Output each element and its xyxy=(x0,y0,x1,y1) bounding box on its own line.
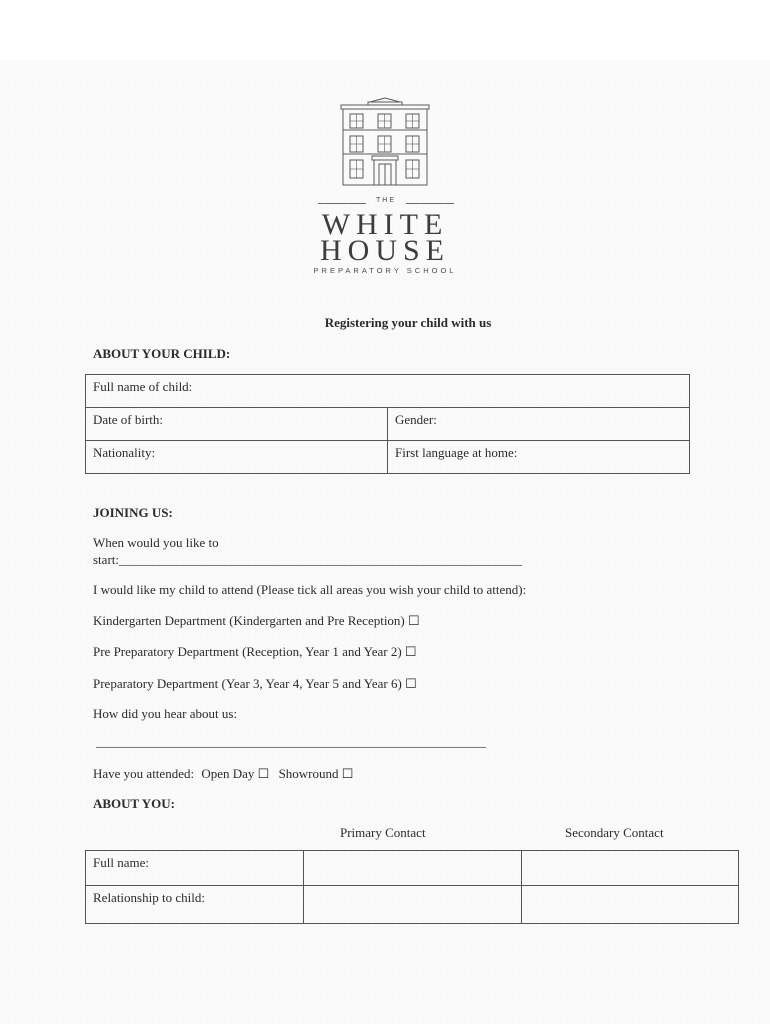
school-building-icon xyxy=(338,96,432,186)
primary-full-name-field[interactable] xyxy=(304,851,522,886)
option-prep xyxy=(93,676,417,692)
logo-word-white: WHITE xyxy=(321,208,449,241)
primary-relationship-field[interactable] xyxy=(304,886,522,924)
child-first-language-field[interactable] xyxy=(388,441,690,474)
hear-about-prompt: How did you hear about us: xyxy=(93,706,238,721)
child-full-name-label: Full name of child: xyxy=(93,379,193,394)
joining-heading: JOINING US: xyxy=(93,505,173,520)
attended-prompt: Have you attended: xyxy=(93,766,195,781)
page-title: Registering your child with us xyxy=(324,315,492,330)
attend-prompt: I would like my child to attend (Please tick all areas you wish your child to attend): xyxy=(93,582,527,597)
child-dob-field[interactable] xyxy=(86,408,388,441)
option-kindergarten-label: Kindergarten Department (Kindergarten and Pre Reception) xyxy=(93,613,405,628)
pre-prep-checkbox[interactable]: ☐ xyxy=(404,644,417,659)
secondary-relationship-field[interactable] xyxy=(522,886,739,924)
contact-details-table xyxy=(85,850,739,924)
option-pre-prep xyxy=(93,644,417,660)
open-day-checkbox[interactable]: ☐ xyxy=(257,766,270,781)
hear-about-field[interactable]: ____________________________________________________________ xyxy=(96,734,486,749)
child-gender-label: Gender: xyxy=(395,412,437,427)
logo-rule-right xyxy=(406,203,454,204)
primary-contact-header: Primary Contact xyxy=(340,825,426,840)
start-date-field[interactable]: start:______________________________________________________________ xyxy=(93,552,522,567)
logo-subtitle: PREPARATORY SCHOOL xyxy=(313,266,457,275)
parent-full-name-label: Full name: xyxy=(93,855,149,870)
relationship-label: Relationship to child: xyxy=(93,890,205,905)
option-kindergarten xyxy=(93,613,420,629)
logo-word-house: HOUSE xyxy=(319,234,450,267)
child-first-language-label: First language at home: xyxy=(395,445,518,460)
about-you-heading: ABOUT YOU: xyxy=(93,796,175,811)
showround-label: Showround xyxy=(278,766,339,781)
logo-the-text: THE xyxy=(376,197,396,204)
child-full-name-field[interactable] xyxy=(86,375,690,408)
secondary-full-name-field[interactable] xyxy=(522,851,739,886)
option-pre-prep-label: Pre Preparatory Department (Reception, Year 1 and Year 2) xyxy=(93,644,402,659)
secondary-contact-header: Secondary Contact xyxy=(565,825,664,840)
about-child-heading: ABOUT YOUR CHILD: xyxy=(93,346,231,361)
option-prep-label: Preparatory Department (Year 3, Year 4, Year 5 and Year 6) xyxy=(93,676,402,691)
child-gender-field[interactable] xyxy=(388,408,690,441)
start-date-prompt: When would you like to xyxy=(93,535,219,550)
attended-row xyxy=(93,766,353,782)
child-nationality-label: Nationality: xyxy=(93,445,156,460)
child-details-table xyxy=(85,374,690,474)
relationship-label-cell xyxy=(86,886,304,924)
showround-checkbox[interactable]: ☐ xyxy=(341,766,354,781)
child-nationality-field[interactable] xyxy=(86,441,388,474)
child-dob-label: Date of birth: xyxy=(93,412,164,427)
kindergarten-checkbox[interactable]: ☐ xyxy=(408,613,420,628)
open-day-label: Open Day xyxy=(201,766,255,781)
parent-full-name-label-cell xyxy=(86,851,304,886)
prep-checkbox[interactable]: ☐ xyxy=(405,676,417,691)
